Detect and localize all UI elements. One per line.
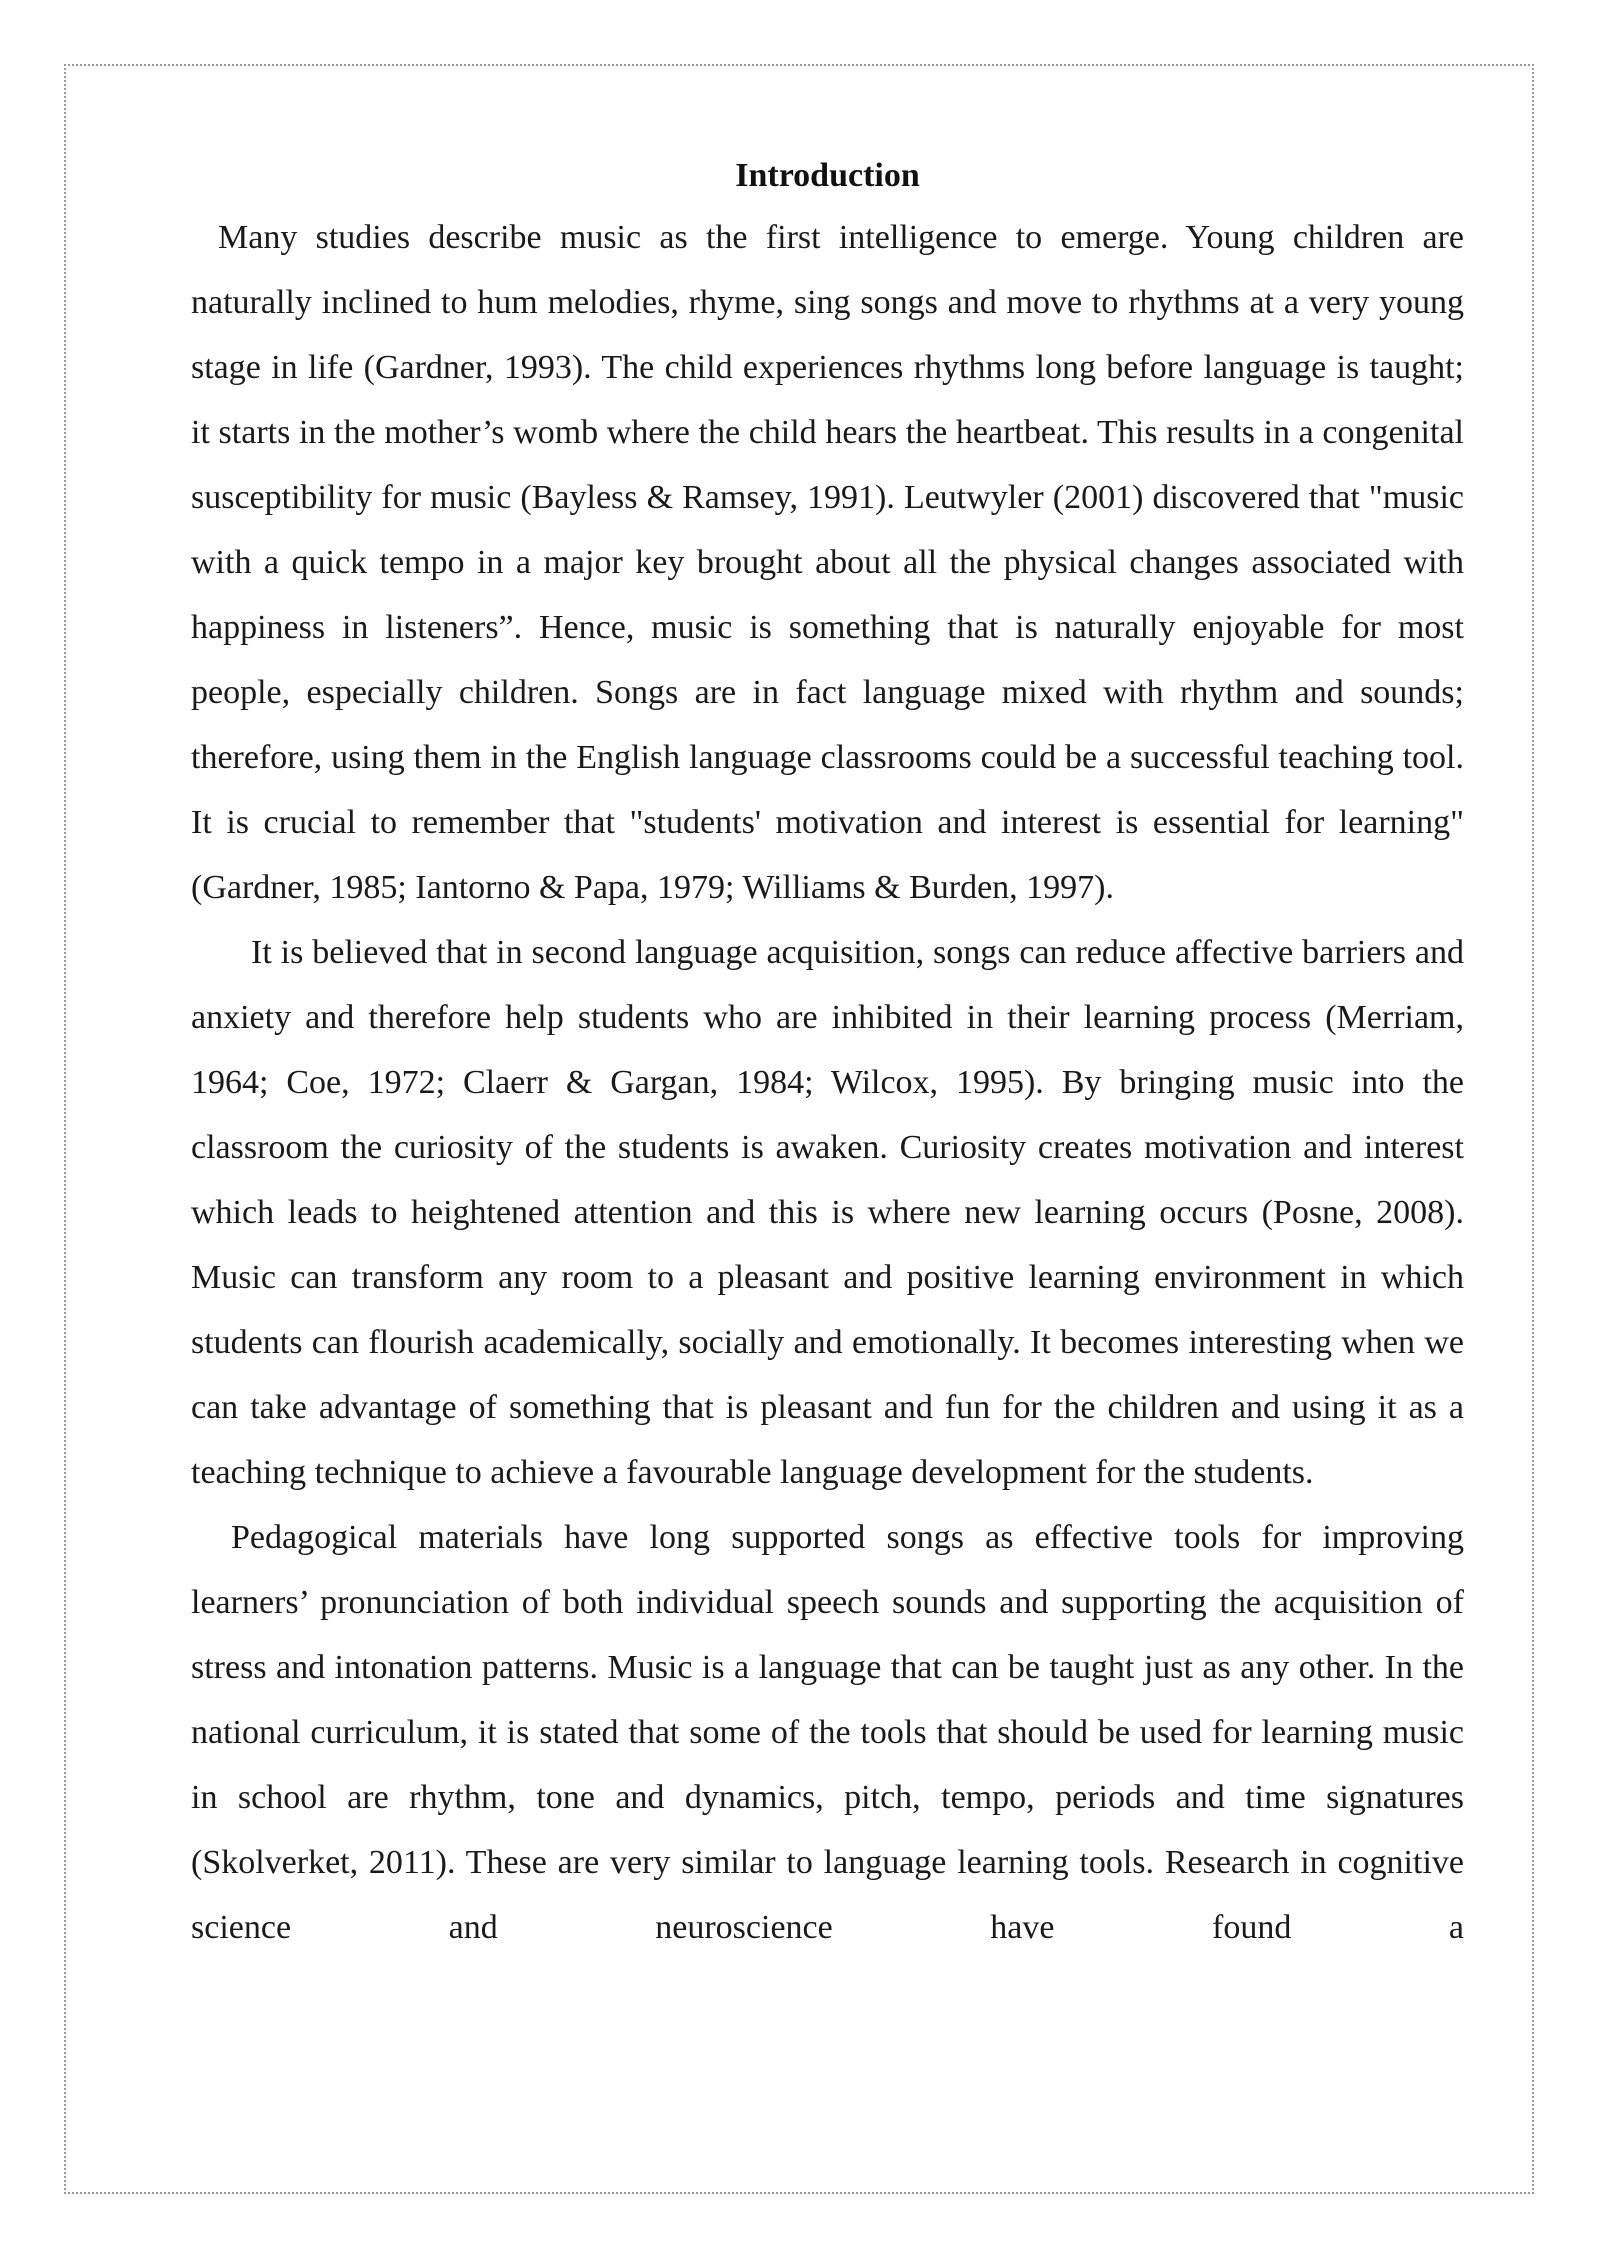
- paragraph-3: Pedagogical materials have long supported songs as effective tools for improving learners’ pronunciation of both individual speech sounds and supporting the acquisition of stress and intonation patterns. Music is a language that can be taught just as any other. In the national curriculum, it is stated that some of the tools that should be used for learning music in school are rhythm, tone and dynamics, pitch, tempo, periods and time signatures (Skolverket, 2011). These are very similar to language learning tools. Research in cognitive science and neuroscience have found a: [191, 1519, 1464, 1946]
- paragraph-2: It is believed that in second language acquisition, songs can reduce affective barriers and anxiety and therefore help students who are inhibited in their learning process (Merriam, 1964; Coe, 1972; Claerr & Gargan, 1984; Wilcox, 1995). By bringing music into the classroom the curiosity of the students is awaken. Curiosity creates motivation and interest which leads to heightened attention and this is where new learning occurs (Posne, 2008). Music can transform any room to a pleasant and positive learning environment in which students can flourish academically, socially and emotionally. It becomes interesting when we can take advantage of something that is pleasant and fun for the children and using it as a teaching technique to achieve a favourable language development for the students.: [191, 934, 1464, 1491]
- paragraph-1: Many studies describe music as the first intelligence to emerge. Young children are naturally inclined to hum melodies, rhyme, sing songs and move to rhythms at a very young stage in life (Gardner, 1993). The child experiences rhythms long before language is taught; it starts in the mother’s womb where the child hears the heartbeat. This results in a congenital susceptibility for music (Bayless & Ramsey, 1991). Leutwyler (2001) discovered that "music with a quick tempo in a major key brought about all the physical changes associated with happiness in listeners”. Hence, music is something that is naturally enjoyable for most people, especially children. Songs are in fact language mixed with rhythm and sounds; therefore, using them in the English language classrooms could be a successful teaching tool. It is crucial to remember that "students' motivation and interest is essential for learning" (Gardner, 1985; Iantorno & Papa, 1979; Williams & Burden, 1997).: [191, 219, 1464, 906]
- document-body: [191, 147, 1464, 1960]
- section-heading: Introduction: [735, 157, 920, 194]
